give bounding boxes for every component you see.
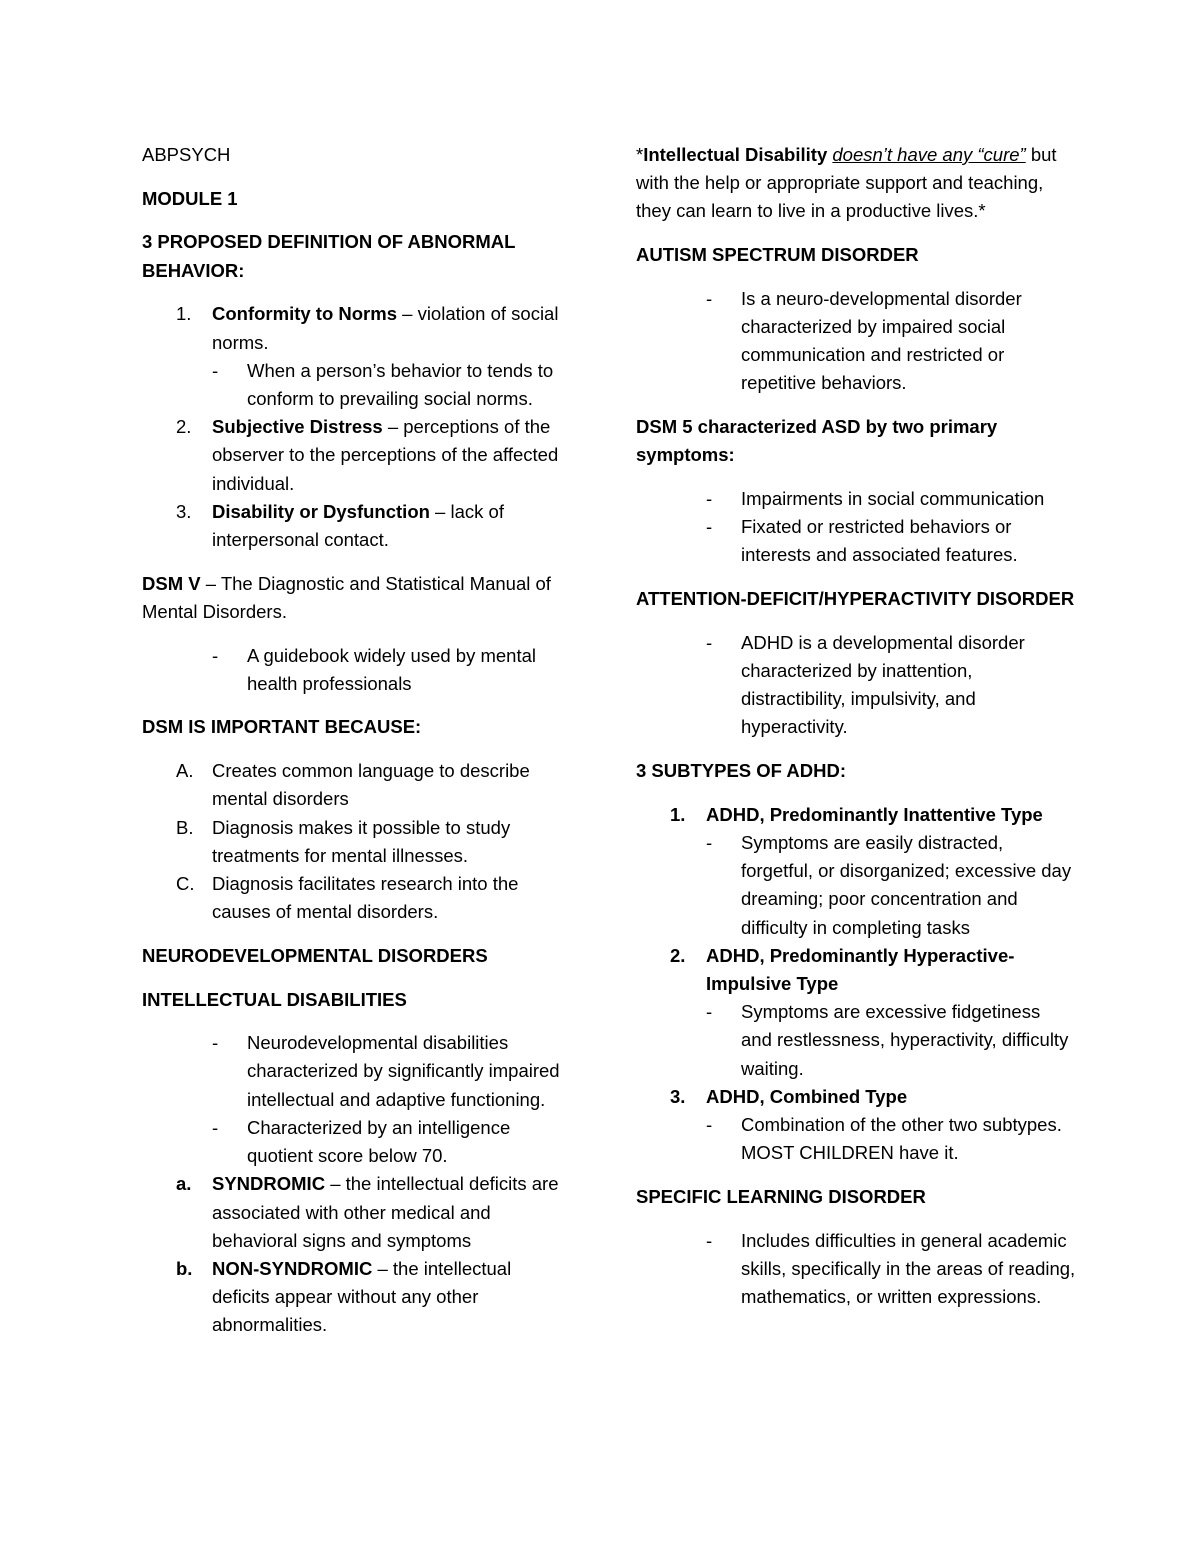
intellectual-note: *Intellectual Disability doesn’t have any “cure” but with the help or appropriate support and teaching, they can learn to live in a productive lives.* (636, 144, 1057, 222)
autism-heading: AUTISM SPECTRUM DISORDER (636, 244, 919, 266)
adhd-subtypes-heading: 3 SUBTYPES OF ADHD: (636, 760, 847, 782)
list-item: - A guidebook widely used by mental health professionals (210, 642, 572, 698)
list-item: - Combination of the other two subtypes. MOST CHILDREN have it. (704, 1111, 1076, 1167)
asd-symptom-list (704, 485, 1076, 570)
list-item: B. Diagnosis makes it possible to study treatments for mental illnesses. (176, 816, 511, 866)
list-item: A. Creates common language to describe mental disorders (176, 760, 530, 810)
dsm-importance-heading: DSM IS IMPORTANT BECAUSE: (142, 716, 422, 738)
autism-bullet-list (704, 285, 1076, 398)
definition-term: Disability or Dysfunction (212, 500, 430, 522)
dsm-importance-list (142, 757, 572, 926)
definition-desc: – perceptions of the observer to the perceptions of the affected individual. (212, 416, 559, 494)
adhd-bullet-list (704, 629, 1076, 742)
list-item: - Is a neuro-developmental disorder characterized by impaired social communication and restricted or repetitive behaviors. (704, 285, 1076, 398)
list-item (142, 300, 572, 413)
neurodevelopmental-heading: NEURODEVELOPMENTAL DISORDERS (142, 944, 488, 966)
list-item: - Characterized by an intelligence quotient score below 70. (210, 1114, 572, 1170)
list-item: 3. ADHD, Combined Type - Combination of the other two subtypes. MOST CHILDREN have it. (636, 1083, 1076, 1168)
list-item (142, 498, 572, 554)
list-item: - Includes difficulties in general academic skills, specifically in the areas of reading, mathematics, or written expressions. (704, 1227, 1076, 1312)
definition-term: Conformity to Norms (212, 303, 397, 325)
list-item: - When a person’s behavior to tends to conform to prevailing social norms. (210, 357, 572, 413)
dsm-bullet-list (210, 642, 572, 698)
list-number: 2. (176, 416, 192, 438)
document-title: ABPSYCH (142, 144, 231, 165)
adhd-subtypes-list (636, 801, 1076, 1168)
list-item: - Fixated or restricted behaviors or interests and associated features. (704, 513, 1076, 569)
dsm5-asd-heading: DSM 5 characterized ASD by two primary symptoms: (636, 416, 998, 466)
list-item: b. NON-SYNDROMIC – the intellectual deficits appear without any other abnormalities. (176, 1257, 512, 1336)
definition-desc: – lack of interpersonal contact. (212, 500, 504, 550)
list-item (142, 413, 572, 498)
intellectual-heading: INTELLECTUAL DISABILITIES (142, 988, 407, 1010)
list-item: - Impairments in social communication (704, 485, 1076, 513)
intellectual-bullet-list (210, 1029, 572, 1170)
adhd-heading: ATTENTION-DEFICIT/HYPERACTIVITY DISORDER (636, 588, 1075, 610)
list-item: 1. ADHD, Predominantly Inattentive Type - Symptoms are easily distracted, forgetful, or disorganized; excessive day dreaming; poor concentration and difficulty in completing tasks (636, 801, 1076, 942)
definition-heading: 3 PROPOSED DEFINITION OF ABNORMAL BEHAVIOR: (142, 231, 516, 281)
list-item: - Symptoms are easily distracted, forgetful, or disorganized; excessive day dreaming; poor concentration and difficulty in completing tasks (704, 829, 1076, 942)
list-item: a. SYNDROMIC – the intellectual deficits are associated with other medical and behavioral signs and symptoms (176, 1173, 559, 1251)
list-number: 1. (176, 303, 192, 325)
left-column (142, 141, 572, 1355)
list-item: - Symptoms are excessive fidgetiness and restlessness, hyperactivity, difficulty waiting. (704, 998, 1076, 1083)
list-item: - Neurodevelopmental disabilities characterized by significantly impaired intellectual and adaptive functioning. (210, 1029, 572, 1114)
intellectual-types-list (142, 1170, 572, 1339)
module-heading: MODULE 1 (142, 187, 238, 209)
sub-bullet-list (210, 357, 572, 413)
sld-bullet-list (704, 1227, 1076, 1312)
definition-term: Subjective Distress (212, 416, 383, 438)
list-item: 2. ADHD, Predominantly Hyperactive-Impulsive Type - Symptoms are excessive fidgetiness and restlessness, hyperactivity, difficulty waiting. (636, 942, 1076, 1083)
dsm-definition: DSM V – The Diagnostic and Statistical Manual of Mental Disorders. (142, 572, 551, 622)
sld-heading: SPECIFIC LEARNING DISORDER (636, 1186, 926, 1207)
list-number: 3. (176, 500, 192, 522)
list-item: C. Diagnosis facilitates research into the causes of mental disorders. (176, 872, 519, 923)
definition-list (142, 300, 572, 554)
right-column (636, 141, 1076, 1327)
list-item: - ADHD is a developmental disorder characterized by inattention, distractibility, impulsivity, and hyperactivity. (704, 629, 1076, 742)
definition-desc: – violation of social norms. (212, 303, 559, 353)
